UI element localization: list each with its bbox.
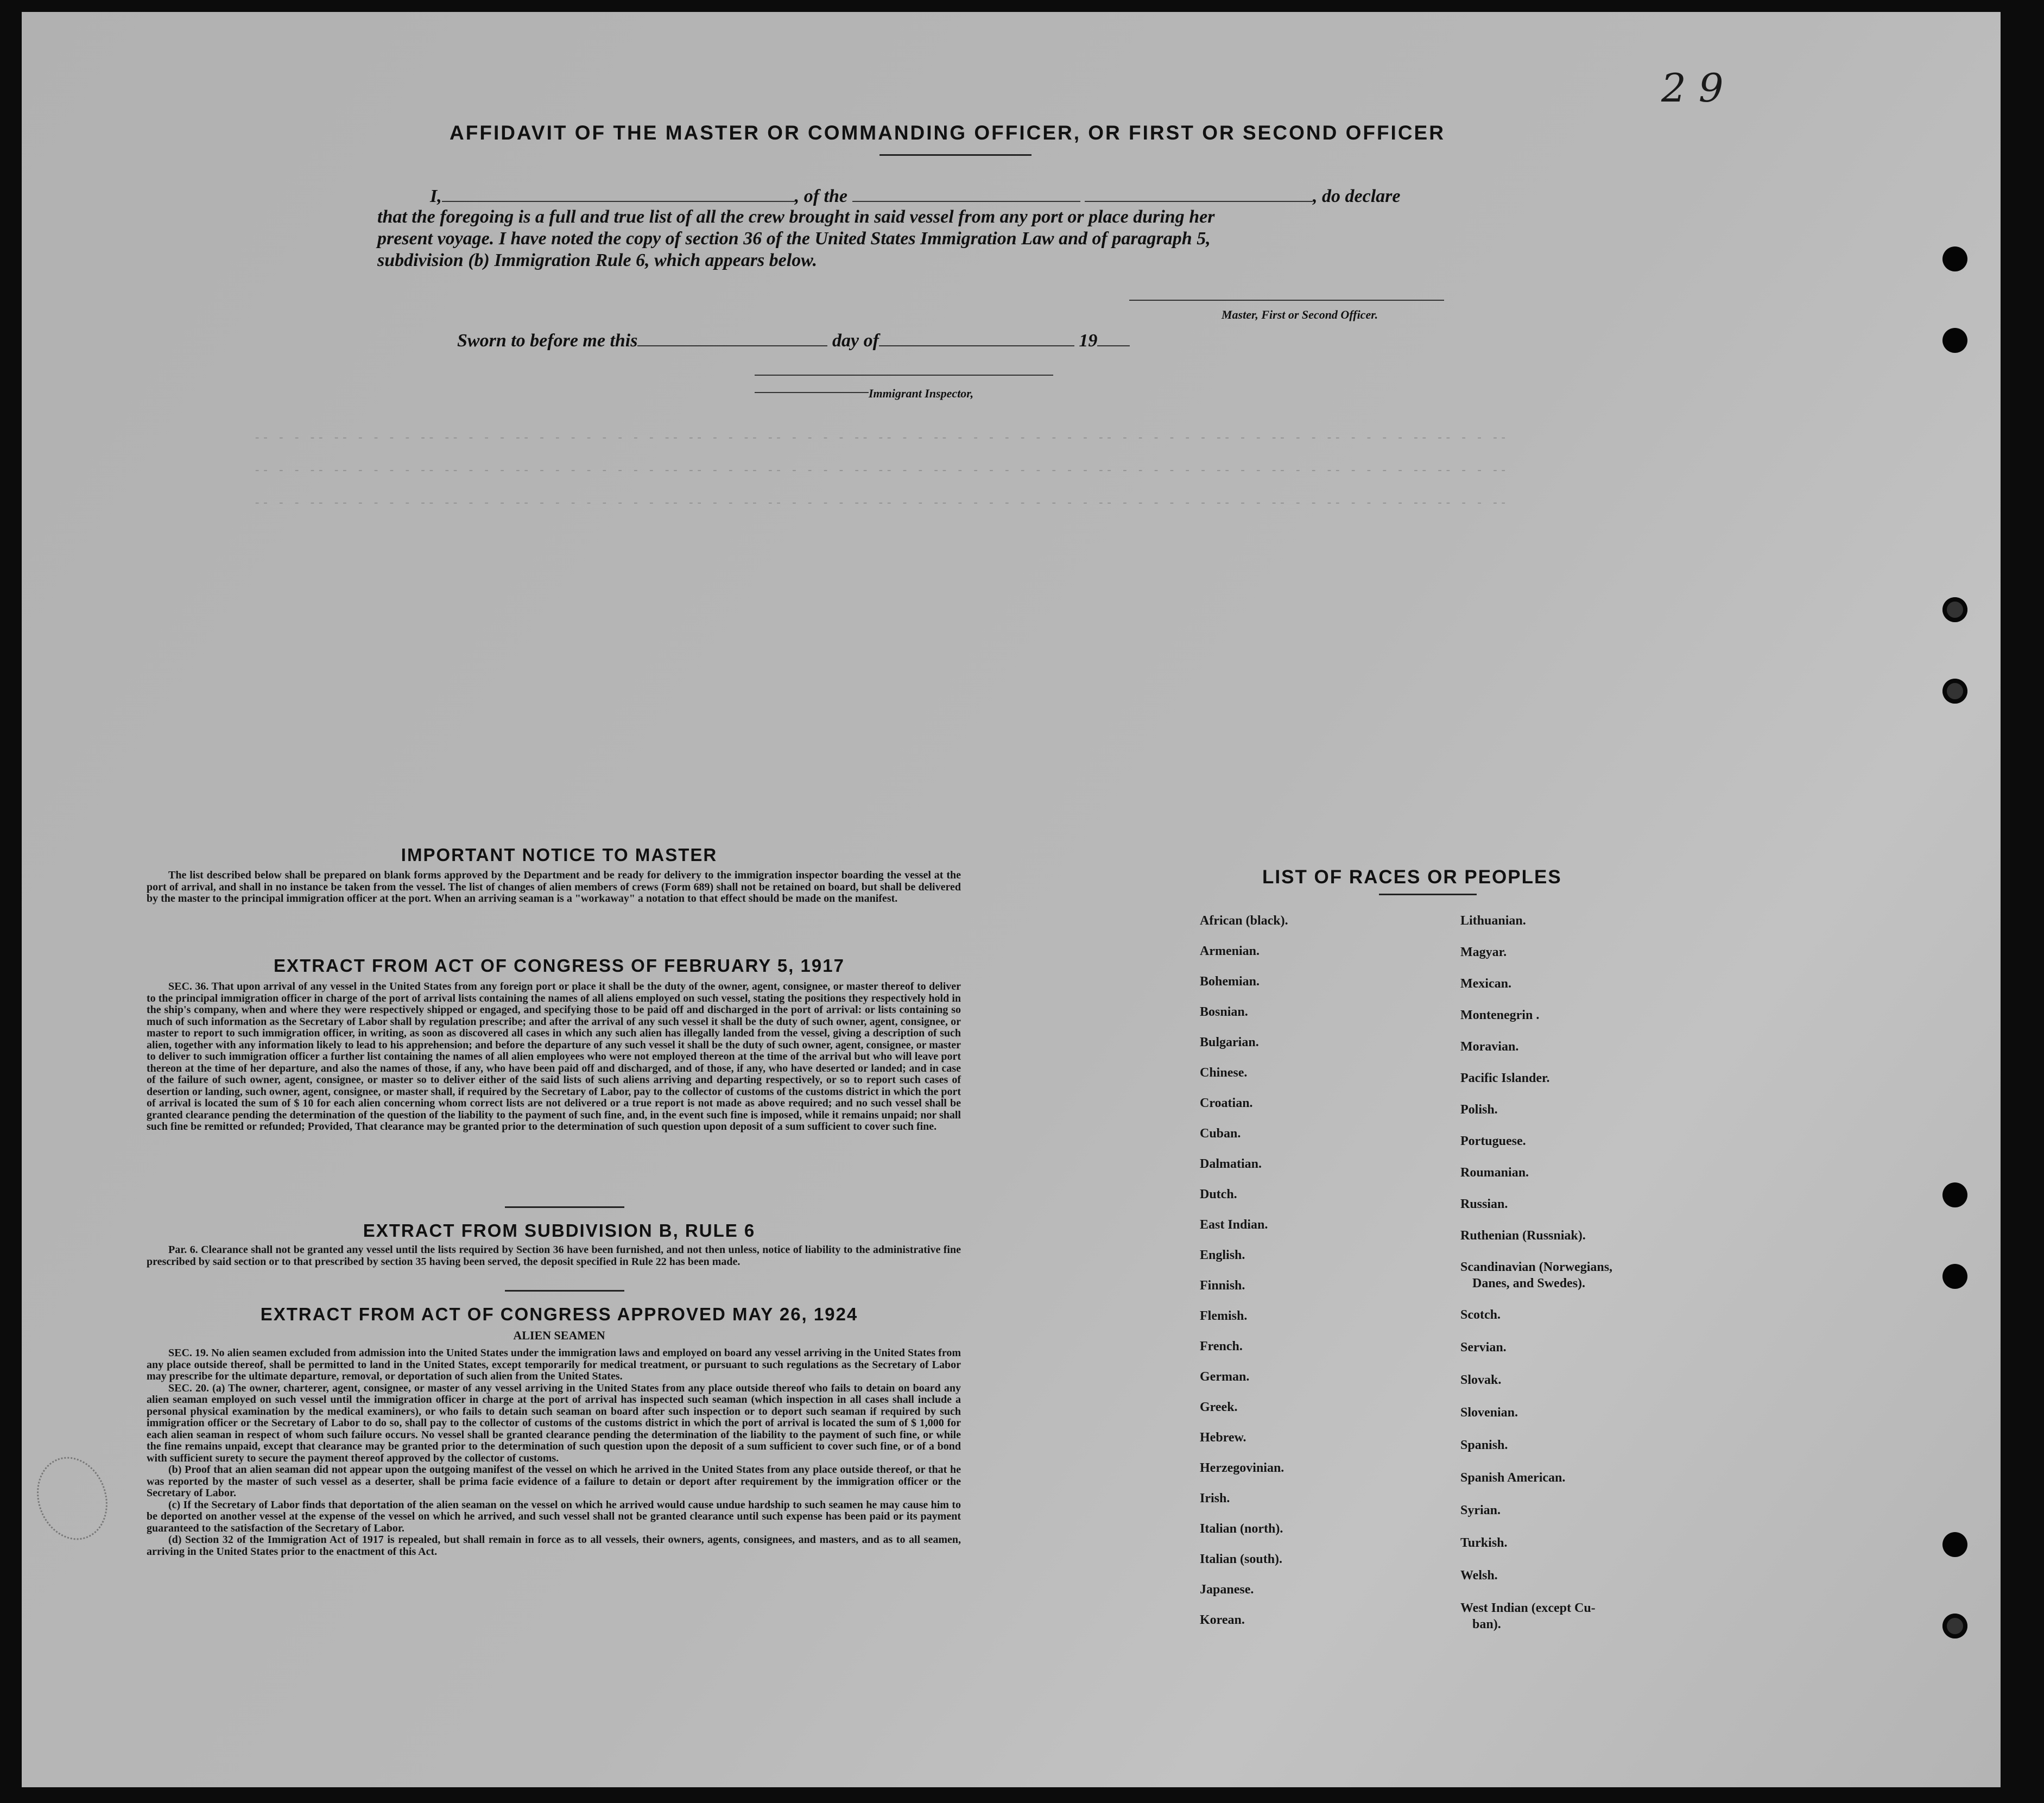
- declaration-line-1: [430, 185, 1400, 207]
- race-item: Mexican.: [1460, 977, 1511, 991]
- declaration-of-the: , of the: [794, 186, 848, 206]
- race-item: Greek.: [1200, 1400, 1238, 1414]
- punch-hole: [1942, 597, 1967, 622]
- sec-19-paragraph: SEC. 19. No alien seamen excluded from admission into the United States under the immigration laws and employed on board any vessel arriving in the United States from any place outside thereof, shall be permitted to land in the United States, except temporarily for medical treatment, or pursuant to such regulations as the Secretary of Labor may prescribe for the ultimate departure, removal, or deportation of such alien from the United States.: [147, 1347, 961, 1382]
- seal-stamp-icon: [26, 1447, 119, 1550]
- race-item: Herzegovinian.: [1200, 1461, 1284, 1475]
- notice-body: [147, 870, 961, 905]
- races-title: LIST OF RACES OR PEOPLES: [1262, 866, 1562, 888]
- section-divider: [505, 1290, 624, 1292]
- notice-paragraph: The list described below shall be prepared on blank forms approved by the Department and be ready for delivery to the immigration inspector boarding the vessel at the port of arrival, and shall in no instance be taken from the vessel. The list of changes of alien members of crews (Form 689) shall not be retained on board, but shall be delivered by the master to the principal immigration officer at the port. When an arriving seaman is a "workaway" a notation to that effect should be made on the manifest.: [147, 869, 961, 904]
- master-signature-caption: Master, First or Second Officer.: [1222, 308, 1378, 321]
- race-item: Dutch.: [1200, 1187, 1237, 1201]
- race-item: African (black).: [1200, 914, 1288, 928]
- race-item: Bulgarian.: [1200, 1035, 1259, 1049]
- sworn-day-field[interactable]: [637, 329, 827, 346]
- par-6-paragraph: Par. 6. Clearance shall not be granted any vessel until the lists required by Section 36 have been furnished, and not then unless, notice of liability to the administrative fine prescribed by said section or to that prescribed by section 35 having been served, the deposit specified in Rule 22 has been made.: [147, 1244, 961, 1268]
- master-signature-field[interactable]: [1129, 283, 1444, 301]
- sec-20b-paragraph: (b) Proof that an alien seaman did not appear upon the outgoing manifest of the vessel on which he arrived in the United States from any place outside thereof, or that he was reported by the master of such vessel as a deserter, shall be prima facie evidence of a failure to detain or deport after requirement by the immigration officer or the Secretary of Labor.: [147, 1464, 961, 1499]
- sec-20d-paragraph: (d) Section 32 of the Immigration Act of 1917 is repealed, but shall remain in force as to all vessels, their owners, agents, consignees, and masters, and as to all seamen, arriving in the United States prior to the enactment of this Act.: [147, 1534, 961, 1558]
- punch-hole: [1942, 1614, 1967, 1638]
- declaration-i: I,: [430, 186, 442, 206]
- title-divider: [879, 154, 1032, 156]
- race-item: Roumanian.: [1460, 1166, 1529, 1180]
- race-item: Pacific Islander.: [1460, 1071, 1550, 1085]
- race-item: French.: [1200, 1339, 1243, 1353]
- race-item: Japanese.: [1200, 1583, 1254, 1597]
- race-item: Slovenian.: [1460, 1406, 1518, 1420]
- races-right-column: [1460, 913, 1840, 1706]
- section-divider: [505, 1206, 624, 1208]
- vessel-name-field[interactable]: [1085, 185, 1313, 202]
- section-36-paragraph: SEC. 36. That upon arrival of any vessel in the United States from any foreign port or place it shall be the duty of the owner, agent, consignee, or master thereof to deliver to the principal immigration officer in charge of the port of arrival lists containing the names of all aliens employed on such vessel, stating the positions they respectively hold in the ship's company, when and where they were respectively shipped or engaged, and specifying those to be paid off and discharged in the port of arrival: or lists containing so much of such information as the Secretary of Labor shall by regulation prescribe; and after the arrival of any such vessel it shall be the duty of such owner, agent, consignee, or master to report to such immigration officer, in writing, as soon as discovered all cases in which any such alien has illegally landed from the vessel, giving a description of such alien, together with any information likely to lead to his apprehension; and before the departure of any such vessel it shall be the duty of such owner, agent, consignee, or master to deliver to such immigration officer a further list containing the names of all alien employees who were not employed thereon at the time of the arrival but who will leave port thereon at the time of her departure, and also the names of those, if any, who have been paid off and discharged, and of those, if any, who have deserted or landed; and in case of the failure of such owner, agent, consignee, or master so to deliver either of the said lists of such aliens arriving and departing respectively, or so to report such cases of desertion or landing, such owner, agent, consignee, or master shall, if required by the Secretary of Labor, pay to the collector of customs of the customs district in which the port of arrival is located the sum of $ 10 for each alien concerning whom correct lists are not delivered or a true report is not made as above required; and no such vessel shall be granted clearance pending the determination of the question of the liability to the payment of such fine, and, in the event such fine is imposed, while it remains unpaid; nor shall such fine be remitted or refunded; Provided, That clearance may be granted prior to the determination of such question upon deposit of a sum sufficient to cover such fine.: [147, 980, 961, 1133]
- race-item: Cuban.: [1200, 1127, 1241, 1141]
- race-item: English.: [1200, 1248, 1245, 1262]
- sworn-month-field[interactable]: [879, 329, 1074, 346]
- extract-1924-body: [147, 1347, 961, 1558]
- alien-seamen-subtitle: ALIEN SEAMEN: [513, 1328, 605, 1342]
- race-item: Korean.: [1200, 1613, 1245, 1627]
- extract-1924-title: EXTRACT FROM ACT OF CONGRESS APPROVED MAY 26, 1924: [260, 1304, 858, 1324]
- race-item: Syrian.: [1460, 1503, 1501, 1517]
- declaration-do-declare: , do declare: [1313, 186, 1401, 206]
- sworn-line: [457, 329, 1130, 352]
- sec-20a-paragraph: SEC. 20. (a) The owner, charterer, agent, consignee, or master of any vessel arriving in the United States from any place outside thereof who fails to detain on board any alien seaman employed on such vessel until the immigration officer in charge at the port of arrival has inspected such seaman (which inspection in all cases shall include a personal physical examination by the medical examiners), or who fails to detain such seaman on board after such inspection or to deport such seaman if required by such immigration officer or the Secretary of Labor to do so, shall pay to the collector of customs of the customs district in which the port of arrival is located the sum of $ 1,000 for each alien seaman in respect of whom such failure occurs. No vessel shall be granted clearance pending the determination of the liability to the payment of such fine, or while the fine remains unpaid, except that clearance may be granted prior to the determination of such question upon the deposit of a sum sufficient to cover such fine, or of a bond with sufficient surety to secure the payment thereof approved by the collector of customs.: [147, 1382, 961, 1464]
- punch-hole: [1942, 1532, 1967, 1557]
- race-item: Magyar.: [1460, 945, 1507, 959]
- extract-rule6-title: EXTRACT FROM SUBDIVISION B, RULE 6: [363, 1220, 756, 1241]
- race-item: ban).: [1472, 1617, 1501, 1631]
- punch-hole: [1942, 246, 1967, 271]
- year-prefix: 19: [1079, 331, 1098, 351]
- page-number: 2 9: [1661, 65, 1724, 111]
- race-item: West Indian (except Cu-: [1460, 1601, 1596, 1615]
- race-item: Bosnian.: [1200, 1005, 1248, 1019]
- declaration-line-2: that the foregoing is a full and true list of all the crew brought in said vessel from any port or place during her: [377, 207, 1215, 227]
- race-item: Spanish.: [1460, 1438, 1508, 1452]
- declaration-line-3: present voyage. I have noted the copy of section 36 of the United States Immigration Law and of paragraph 5,: [377, 229, 1211, 249]
- races-title-divider: [1379, 894, 1477, 895]
- race-item: Turkish.: [1460, 1536, 1508, 1550]
- inspector-caption: Immigrant Inspector,: [869, 387, 974, 400]
- race-item: Chinese.: [1200, 1066, 1248, 1080]
- manifest-page: [22, 12, 2001, 1787]
- sec-20c-paragraph: (c) If the Secretary of Labor finds that deportation of the alien seaman on the vessel on which he arrived would cause undue hardship to such seamen he may cause him to be deported on another vessel at the expense of the vessel on which he arrived, and such vessel shall not be granted clearance until such expense has been paid or its payment guaranteed to the satisfaction of the Secretary of Labor.: [147, 1498, 961, 1534]
- day-of-label: day of: [832, 331, 879, 351]
- race-item: Servian.: [1460, 1340, 1507, 1355]
- race-item: German.: [1200, 1370, 1250, 1384]
- race-item: Montenegrin .: [1460, 1008, 1540, 1022]
- race-item: Armenian.: [1200, 944, 1260, 958]
- vessel-type-field[interactable]: [852, 185, 1080, 202]
- punch-hole: [1942, 1264, 1967, 1289]
- race-item: East Indian.: [1200, 1218, 1268, 1232]
- affidavit-title: AFFIDAVIT OF THE MASTER OR COMMANDING OFFICER, OR FIRST OR SECOND OFFICER: [450, 122, 1445, 144]
- race-item: Flemish.: [1200, 1309, 1248, 1323]
- race-item: Dalmatian.: [1200, 1157, 1262, 1171]
- race-item: Italian (south).: [1200, 1552, 1283, 1566]
- punch-hole: [1942, 1182, 1967, 1207]
- race-item: Scotch.: [1460, 1308, 1501, 1322]
- punch-hole: [1942, 328, 1967, 353]
- race-item: Welsh.: [1460, 1568, 1498, 1583]
- race-item: Lithuanian.: [1460, 914, 1526, 928]
- race-item: Croatian.: [1200, 1096, 1253, 1110]
- race-item: Polish.: [1460, 1103, 1498, 1117]
- extract-rule6-body: [147, 1244, 961, 1268]
- sworn-label: Sworn to before me this: [457, 331, 638, 351]
- inspector-signature-field[interactable]: [755, 392, 869, 393]
- bleed-through-row: -- - - -- -- - - - - -- -- - - - -- - - - - - - - - -- -- - - -- -- - - - - -- -- - - -- - - - - - - - - - -- - - - - - - -- - - -- - - -- - - - - -- -- - - --: [255, 495, 1510, 509]
- race-item: Slovak.: [1460, 1373, 1502, 1387]
- officer-name-field[interactable]: [442, 185, 795, 202]
- race-item: Spanish American.: [1460, 1471, 1566, 1485]
- race-item: Scandinavian (Norwegians,: [1460, 1260, 1613, 1274]
- race-item: Bohemian.: [1200, 975, 1260, 989]
- bleed-through-row: -- - - -- -- - - - - -- -- - - - -- - - - - - - - - -- -- - - -- -- - - - - -- -- - - -- - - - - - - - - - -- - - - - - - -- - - -- - - -- - - - - -- -- - - --: [255, 430, 1510, 444]
- race-item: Finnish.: [1200, 1279, 1245, 1293]
- race-item: Hebrew.: [1200, 1431, 1246, 1445]
- race-item: Italian (north).: [1200, 1522, 1283, 1536]
- race-item: Ruthenian (Russniak).: [1460, 1229, 1586, 1243]
- race-item: Moravian.: [1460, 1040, 1519, 1054]
- bleed-through-row: -- - - -- -- - - - - -- -- - - - -- - - - - - - - - -- -- - - -- -- - - - - -- -- - - -- - - - - - - - - - -- - - - - - - -- - - -- - - -- - - - - -- -- - - --: [255, 463, 1510, 476]
- declaration-line-4: subdivision (b) Immigration Rule 6, which appears below.: [377, 250, 818, 270]
- race-item: Portuguese.: [1460, 1134, 1526, 1148]
- race-item: Irish.: [1200, 1491, 1230, 1505]
- sworn-year-field[interactable]: [1097, 329, 1130, 346]
- punch-hole: [1942, 679, 1967, 704]
- notice-title: IMPORTANT NOTICE TO MASTER: [401, 845, 718, 865]
- race-item: Russian.: [1460, 1197, 1508, 1211]
- inspector-signature-field-top[interactable]: [755, 375, 1053, 376]
- extract-1917-body: [147, 981, 961, 1133]
- extract-1917-title: EXTRACT FROM ACT OF CONGRESS OF FEBRUARY 5, 1917: [274, 956, 845, 976]
- race-item: Danes, and Swedes).: [1472, 1276, 1586, 1290]
